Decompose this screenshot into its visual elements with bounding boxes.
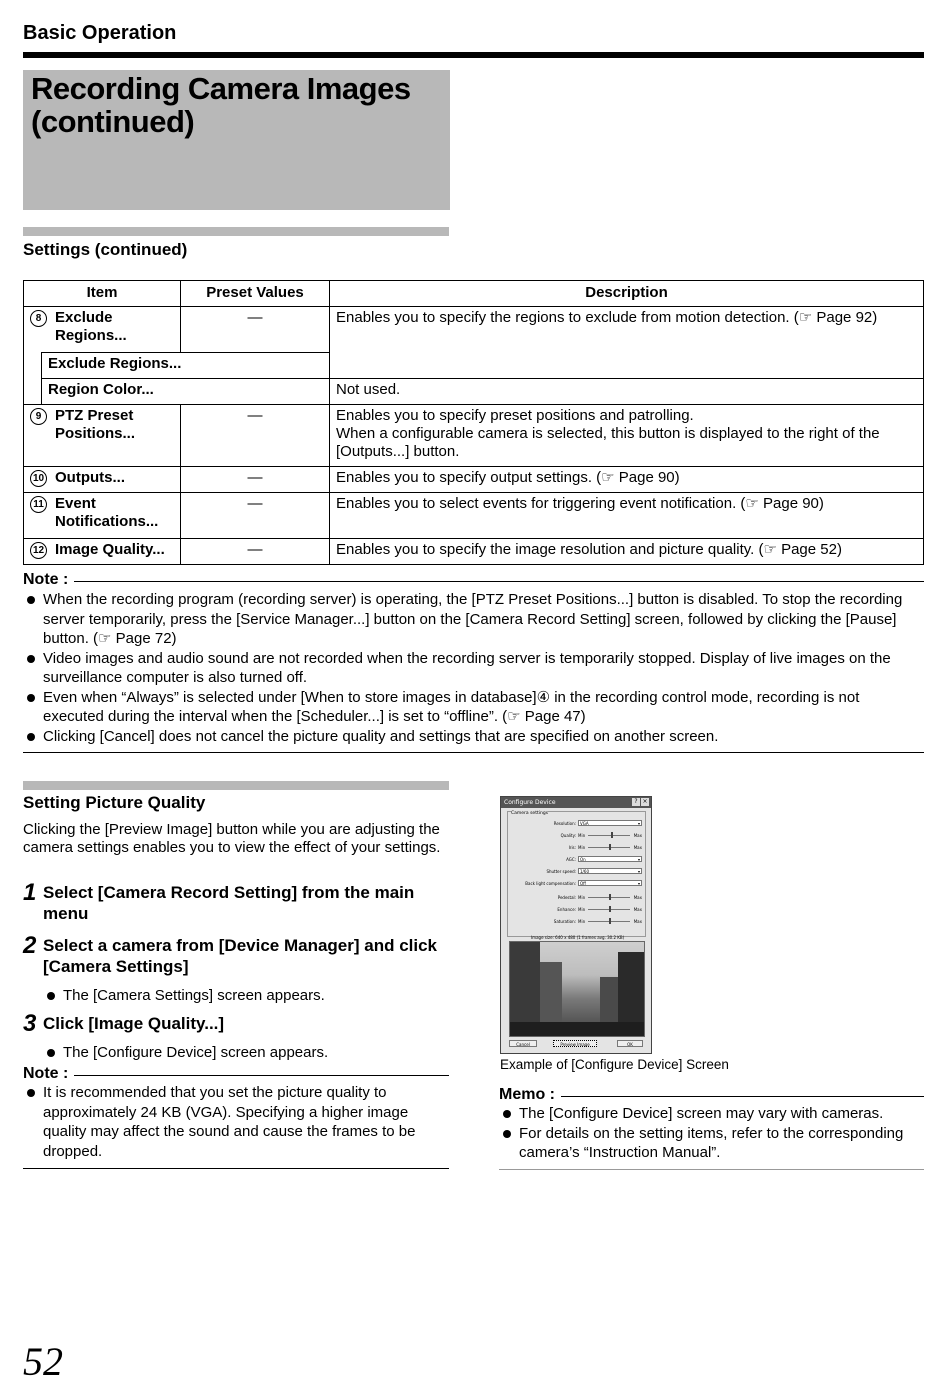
divider [23, 752, 924, 753]
preset-value: — [181, 539, 330, 565]
section-header: Basic Operation [23, 22, 177, 44]
ok-button[interactable]: OK [617, 1040, 643, 1047]
section-bar [23, 227, 449, 236]
note-item: When the recording program (recording server) is operating, the [PTZ Preset Positions...] button is disabled. To stop the recording server temporarily, press the [Service Manager...] button on the [Camera Record Setting] screen, followed by clicking the [Pause] button. (☞ Page 72) [23, 590, 924, 649]
table-row [24, 379, 924, 405]
page-number: 52 [23, 1339, 63, 1384]
preview-image-button[interactable]: Preview Image [553, 1040, 597, 1047]
item-number: 10 [30, 470, 47, 487]
column-header: Description [330, 281, 924, 307]
shutter-select[interactable]: 1/60 ▾ [580, 869, 640, 874]
description: Enables you to specify the image resolution and picture quality. (☞ Page 52) [330, 539, 924, 565]
iris-slider[interactable]: Min Max [578, 845, 642, 850]
configure-device-dialog [500, 796, 652, 1054]
memo-label: Memo : [499, 1086, 555, 1103]
resolution-row: Resolution: VGA ▾ [553, 821, 640, 826]
figure-caption: Example of [Configure Device] Screen [500, 1057, 729, 1072]
agc-select[interactable]: On ▾ [580, 857, 640, 862]
description: Enables you to select events for triggering event notification. (☞ Page 90) [330, 493, 924, 539]
preset-value: — [181, 307, 330, 353]
column-header: Preset Values [181, 281, 330, 307]
table-row: 8 Exclude Regions... — Enables you to specify the regions to exclude from motion detection. (☞ Page 92) [24, 307, 924, 353]
settings-table [23, 280, 924, 565]
backlight-select[interactable]: Off ▾ [580, 881, 640, 886]
camera-settings-group: Camera settings Resolution: VGA ▾ Quality: Min Max Iris: Min Max AGC: On ▾ Shutter speed: 1/60 ▾ Back light compensation: Off ▾ Pedestal: Min Max Enhance: Min Max Saturation: Min Max [507, 811, 646, 937]
note-block [23, 1065, 449, 1161]
help-icon[interactable]: ? [632, 798, 640, 806]
description: Not used. [330, 379, 924, 405]
sub-item: Region Color... [42, 379, 330, 405]
picture-quality-heading: Setting Picture Quality [23, 793, 206, 812]
note-item: It is recommended that you set the picture quality to approximately 24 KB (VGA). Specifying a higher image quality may affect the sound and cause the frames to be dropped. [23, 1083, 449, 1161]
title-box [23, 70, 450, 210]
item-number: 11 [30, 496, 47, 513]
quality-row: Quality: Min Max [560, 833, 642, 838]
step-3-result: The [Configure Device] screen appears. [43, 1043, 328, 1063]
description: Enables you to specify preset positions and patrolling. When a configurable camera is selected, this button is displayed to the right of the [Outputs...] button. [330, 405, 924, 467]
item-number: 12 [30, 542, 47, 559]
image-info: Image size: 640 x 480 (1 frames avg. 30.2 KB) [531, 935, 625, 940]
step-3: 3 Click [Image Quality...] [23, 1010, 225, 1037]
note-label: Note : [23, 571, 69, 588]
table-row: 9 PTZ Preset Positions... — Enables you to specify preset positions and patrolling. When a configurable camera is selected, this button is displayed to the right of the [Outputs...] button. [24, 405, 924, 467]
backlight-row: Back light compensation: Off ▾ [525, 881, 640, 886]
dialog-titlebar: Configure Device ? × [501, 797, 651, 808]
step-1: 1 Select [Camera Record Setting] from the main menu [23, 879, 415, 923]
section-bar [23, 781, 449, 790]
resolution-select[interactable]: VGA ▾ [580, 821, 640, 826]
saturation-slider[interactable]: Min Max [578, 919, 642, 924]
note-item: Clicking [Cancel] does not cancel the picture quality and settings that are specified on another screen. [23, 727, 924, 747]
item-number: 9 [30, 408, 47, 425]
quality-slider[interactable]: Min Max [578, 833, 642, 838]
iris-row: Iris: Min Max [568, 845, 642, 850]
column-header: Item [24, 281, 181, 307]
description: Enables you to specify output settings. (☞ Page 90) [330, 467, 924, 493]
divider [499, 1169, 924, 1170]
table-row: 12 Image Quality... — Enables you to specify the image resolution and picture quality. (☞ Page 52) [24, 539, 924, 565]
preset-value: — [181, 493, 330, 539]
table-row: 11 Event Notifications... — Enables you to select events for triggering event notification. (☞ Page 90) [24, 493, 924, 539]
note-block [23, 571, 924, 746]
table-row: 10 Outputs... — Enables you to specify output settings. (☞ Page 90) [24, 467, 924, 493]
enhance-row: Enhance: Min Max [557, 907, 642, 912]
note-label: Note : [23, 1065, 69, 1082]
pedestal-slider[interactable]: Min Max [578, 895, 642, 900]
memo-item: The [Configure Device] screen may vary with cameras. [499, 1104, 924, 1124]
step-2: 2 Select a camera from [Device Manager] and click [Camera Settings] [23, 932, 438, 976]
memo-block [499, 1086, 924, 1163]
sub-item: Exclude Regions... [42, 353, 330, 379]
settings-heading: Settings (continued) [23, 240, 188, 259]
saturation-row: Saturation: Min Max [553, 919, 642, 924]
table-header-row [24, 281, 924, 307]
enhance-slider[interactable]: Min Max [578, 907, 642, 912]
preset-value: — [181, 467, 330, 493]
header-rule [23, 52, 924, 58]
page-title: Recording Camera Images (continued) [31, 71, 411, 139]
item-number: 8 [30, 310, 47, 327]
shutter-row: Shutter speed: 1/60 ▾ [546, 869, 640, 874]
note-item: Video images and audio sound are not recorded when the recording server is temporarily stopped. Display of live images on the surveillance computer is also turned off. [23, 649, 924, 688]
cancel-button[interactable]: Cancel [509, 1040, 537, 1047]
preview-image [509, 941, 645, 1037]
note-item: Even when “Always” is selected under [When to store images in database]④ in the recording control mode, recording is not executed during the interval when the [Scheduler...] is set to “offline”. (☞ Page 47) [23, 688, 924, 727]
step-2-result: The [Camera Settings] screen appears. [43, 986, 325, 1006]
divider [23, 1168, 449, 1169]
preset-value: — [181, 405, 330, 467]
pedestal-row: Pedestal: Min Max [557, 895, 642, 900]
memo-item: For details on the setting items, refer to the corresponding camera’s “Instruction Manual”. [499, 1124, 924, 1163]
description: Enables you to specify the regions to exclude from motion detection. (☞ Page 92) [330, 307, 924, 379]
intro-text: Clicking the [Preview Image] button while you are adjusting the camera settings enables you to view the effect of your settings. [23, 821, 441, 856]
agc-row: AGC: On ▾ [566, 857, 640, 862]
close-icon[interactable]: × [642, 798, 648, 805]
